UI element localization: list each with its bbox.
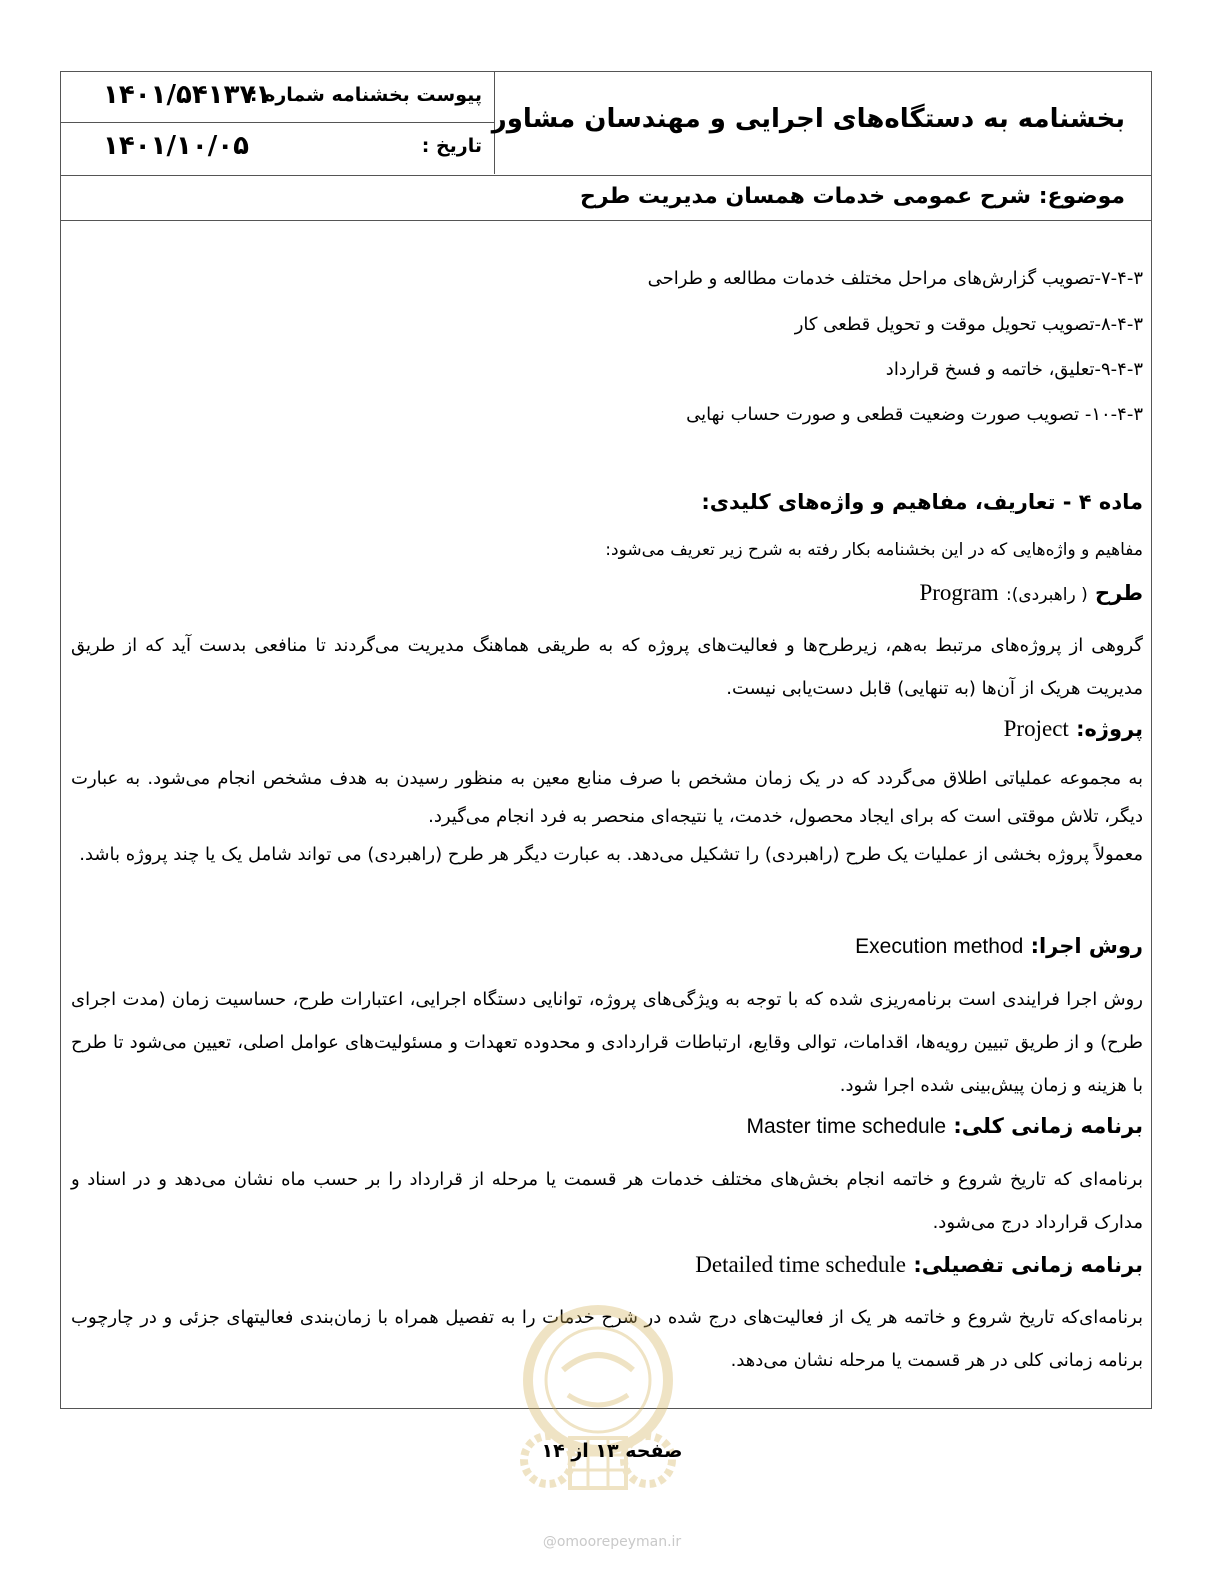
- term-execution-en: Execution method: [855, 935, 1024, 958]
- term-project-en: Project: [1003, 716, 1069, 741]
- term-master-en: Master time schedule: [746, 1115, 947, 1138]
- term-program-qualifier: ( راهبردی):: [1006, 585, 1088, 605]
- document-frame: [60, 71, 1152, 1409]
- term-program-en: Program: [919, 580, 999, 605]
- detailed-definition: برنامه‌ای‌که تاریخ شروع و خاتمه هر یک از فعالیت‌های درج شده در شرح خدمات را به تفصیل همراه با زمان‌بندی فعالیتهای جزئی و در چارچوب برنامه زمانی کلی در هر قسمت یا مرحله نشان می‌دهد.: [71, 1307, 1143, 1371]
- term-detailed-schedule: [695, 1252, 1143, 1278]
- header-meta: [61, 72, 495, 174]
- attachment-label: پیوست بخشنامه شماره :: [249, 84, 482, 106]
- article-heading: ماده ۴ - تعاریف، مفاهیم و واژه‌های کلیدی:: [701, 490, 1143, 514]
- term-detailed-fa: برنامه زمانی تفصیلی:: [913, 1253, 1143, 1277]
- date-label: تاریخ :: [421, 135, 482, 157]
- subject: موضوع: شرح عمومی خدمات همسان مدیریت طرح: [580, 184, 1125, 209]
- term-master-fa: برنامه زمانی کلی:: [953, 1114, 1143, 1138]
- date-cell: [61, 123, 494, 174]
- master-definition: برنامه‌ای که تاریخ شروع و خاتمه انجام بخش‌های مختلف خدمات هر قسمت یا مرحله از قرارداد را بر حسب ماه نشان می‌دهد و در اسناد و مدارک قرارداد درج می‌شود.: [71, 1169, 1143, 1233]
- date-value: ۱۴۰۱/۱۰/۰۵: [103, 131, 249, 161]
- term-execution: [855, 934, 1143, 959]
- term-execution-fa: روش اجرا:: [1030, 934, 1143, 958]
- term-master-schedule: [746, 1114, 1143, 1139]
- subject-row: [61, 176, 1151, 221]
- term-project: [1004, 716, 1143, 742]
- article-intro: مفاهیم و واژه‌هایی که در این بخشنامه بکار رفته به شرح زیر تعریف می‌شود:: [605, 540, 1143, 560]
- header-row: [61, 72, 1151, 176]
- project-definition-2: معمولاً پروژه بخشی از عملیات یک طرح (راهبردی) را تشکیل می‌دهد. به عبارت دیگر هر طرح (راهبردی) می تواند شامل یک یا چند پروژه باشد.: [79, 844, 1143, 865]
- list-item: ۱۰-۴-۳- تصویب صورت وضعیت قطعی و صورت حساب نهایی: [686, 404, 1143, 425]
- term-project-fa: پروژه:: [1076, 717, 1143, 741]
- execution-definition: روش اجرا فرایندی است برنامه‌ریزی شده که با توجه به ویژگی‌های پروژه، توانایی دستگاه اجرایی، اعتبارات طرح، حساسیت زمان (مدت اجرای طرح) و از طریق تبیین رویه‌ها، اقدامات، توالی وقایع، ارتباطات قراردادی و محدوده تعهدات و مسئولیت‌های عوامل اصلی، تعیین می‌شود تا طرح با هزینه و زمان پیش‌بینی شده اجرا شود.: [71, 989, 1143, 1096]
- program-definition: گروهی از پروژه‌های مرتبط به‌هم، زیرطرح‌ها و فعالیت‌های پروژه که به طریقی هماهنگ مدیریت می‌گردند تا منافعی بدست آید که از طریق مدیریت هریک از آن‌ها (به تنهایی) قابل دست‌یابی نیست.: [71, 635, 1143, 699]
- term-program-fa: طرح: [1095, 581, 1143, 605]
- term-detailed-en: Detailed time schedule: [695, 1252, 907, 1277]
- watermark-stamp-icon: [508, 1300, 688, 1500]
- list-item: ۸-۴-۳-تصویب تحویل موقت و تحویل قطعی کار: [794, 314, 1143, 335]
- term-program: [919, 580, 1143, 606]
- circular-title: بخشنامه به دستگاه‌های اجرایی و مهندسان مشاور: [491, 104, 1125, 134]
- attachment-number: ۱۴۰۱/۵۴۱۳۷۱: [103, 80, 272, 110]
- watermark-site: @omoorepeyman.ir: [542, 1534, 682, 1550]
- attachment-cell: [61, 72, 494, 123]
- list-item: ۷-۴-۳-تصویب گزارش‌های مراحل مختلف خدمات مطالعه و طراحی: [647, 268, 1143, 289]
- page-number: صفحه ۱۳ از ۱۴: [541, 1440, 683, 1462]
- list-item: ۹-۴-۳-تعلیق، خاتمه و فسخ قرارداد: [885, 359, 1143, 380]
- project-definition-1: به مجموعه عملیاتی اطلاق می‌گردد که در یک زمان مشخص با صرف منابع معین به منظور رسیدن به هدف مشخص انجام می‌شود. به عبارت دیگر، تلاش موقتی است که برای ایجاد محصول، خدمت، یا نتیجه‌ای منحصر به فرد انجام می‌گیرد.: [71, 768, 1143, 827]
